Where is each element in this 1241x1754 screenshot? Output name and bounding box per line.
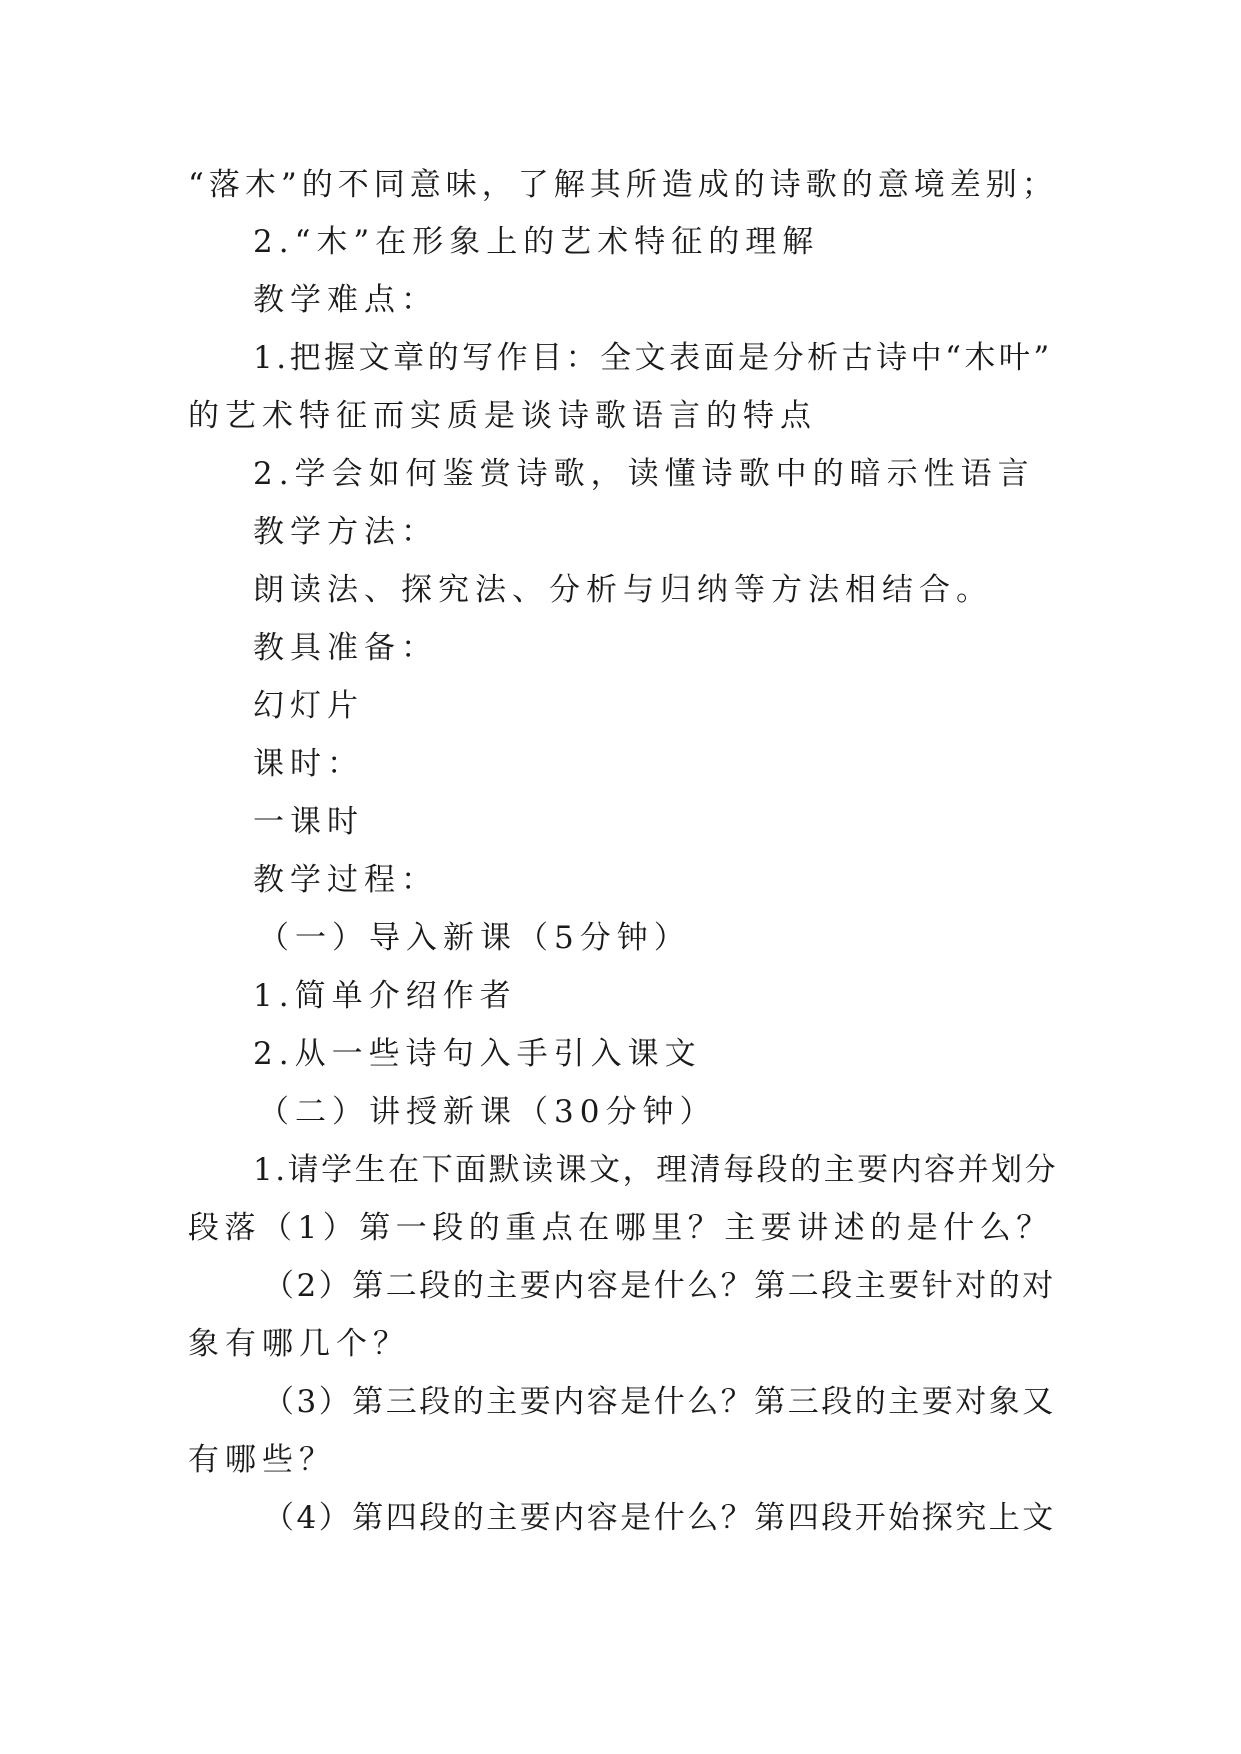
text-line: （4）第四段的主要内容是什么？第四段开始探究上文 — [263, 1500, 1056, 1536]
text-line: 2.从一些诗句入手引入课文 — [253, 1036, 702, 1072]
text-line: 象有哪几个？ — [188, 1326, 410, 1362]
text-line: 教具准备： — [253, 630, 438, 666]
text-line: 2.“木”在形象上的艺术特征的理解 — [253, 224, 820, 260]
text-line: 朗读法、探究法、分析与归纳等方法相结合。 — [253, 572, 993, 608]
text-line: “落木”的不同意味，了解其所造成的诗歌的意境差别； — [188, 167, 1058, 203]
text-line: 1.简单介绍作者 — [253, 978, 517, 1014]
text-line: （2）第二段的主要内容是什么？第二段主要针对的对 — [263, 1268, 1056, 1304]
text-line: 2.学会如何鉴赏诗歌，读懂诗歌中的暗示性语言 — [253, 456, 1035, 492]
text-line: 1.请学生在下面默读课文，理清每段的主要内容并划分 — [253, 1152, 1059, 1188]
text-line: 有哪些？ — [188, 1442, 336, 1478]
text-line: 课时： — [253, 746, 364, 782]
text-line: （3）第三段的主要内容是什么？第三段的主要对象又 — [263, 1384, 1056, 1420]
text-line: 1.把握文章的写作目：全文表面是分析古诗中“木叶” — [253, 340, 1053, 376]
text-line: （二）讲授新课（30分钟） — [258, 1094, 717, 1130]
text-line: 的艺术特征而实质是谈诗歌语言的特点 — [188, 398, 817, 434]
text-line: 段落（1）第一段的重点在哪里？主要讲述的是什么？ — [188, 1210, 1053, 1246]
text-line: （一）导入新课（5分钟） — [258, 920, 691, 956]
text-line: 一课时 — [253, 804, 364, 840]
text-line: 教学方法： — [253, 514, 438, 550]
text-line: 幻灯片 — [253, 688, 364, 724]
text-line: 教学难点： — [253, 282, 438, 318]
text-line: 教学过程： — [253, 862, 438, 898]
